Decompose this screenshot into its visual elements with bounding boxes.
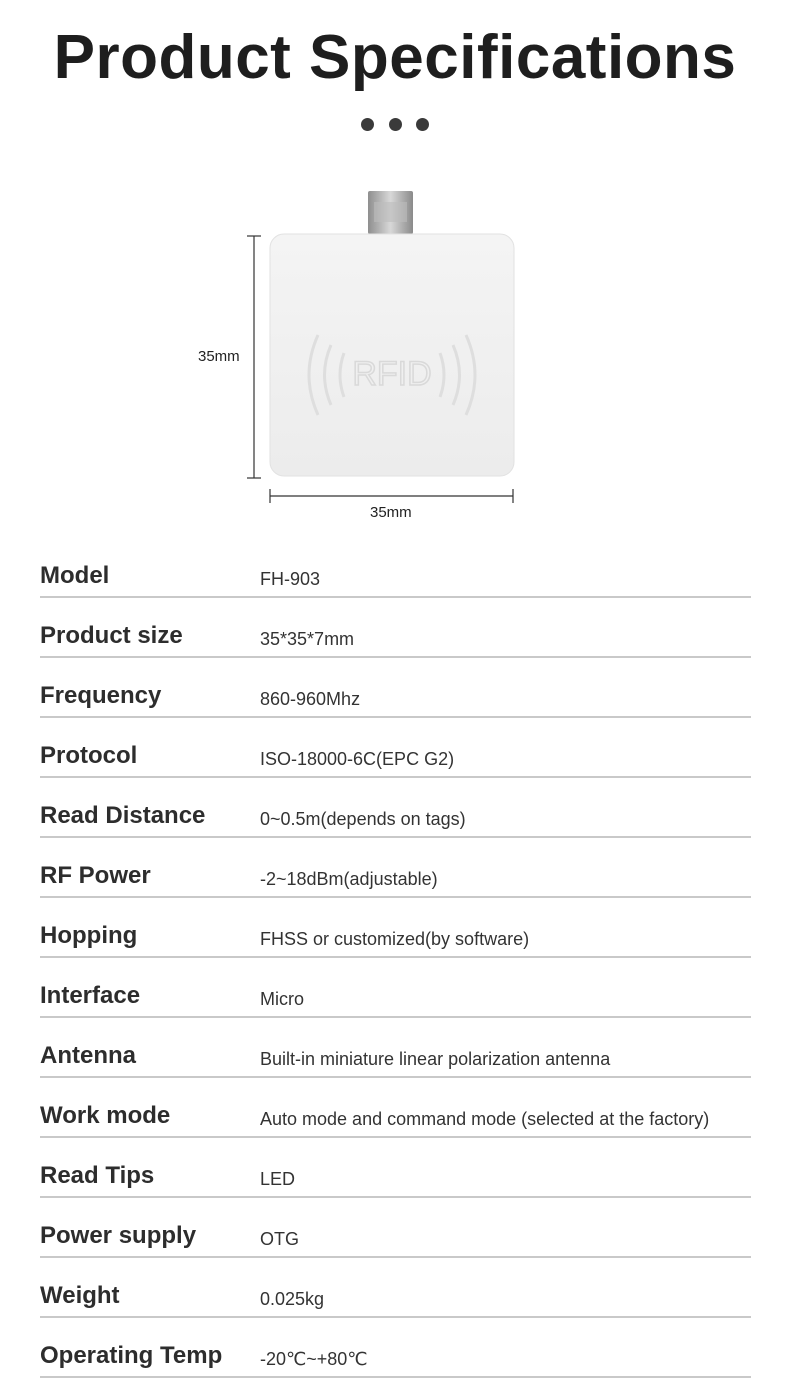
spec-row-rf-power [40, 838, 751, 898]
spec-row-antenna [40, 1018, 751, 1078]
height-dimension-label: 35mm [198, 348, 240, 365]
dot-icon [416, 118, 429, 131]
spec-value: -2~18dBm(adjustable) [260, 869, 438, 889]
spec-label: RF Power [40, 862, 151, 889]
rfid-reader-illustration [190, 180, 530, 530]
spec-label: Protocol [40, 742, 138, 769]
spec-label: Operating Temp [40, 1342, 223, 1369]
separator-dots [0, 118, 790, 136]
spec-value: 860-960Mhz [260, 689, 361, 709]
spec-value: LED [260, 1169, 296, 1189]
spec-value: Micro [260, 989, 304, 1009]
spec-row-protocol [40, 718, 751, 778]
page-title: Product Specifications [53, 23, 737, 92]
spec-value: OTG [260, 1229, 299, 1249]
spec-value: Auto mode and command mode (selected at the factory) [260, 1109, 710, 1129]
spec-label: Hopping [40, 922, 138, 949]
spec-row-power-supply [40, 1198, 751, 1258]
spec-label: Read Distance [40, 802, 206, 829]
spec-row-read-tips [40, 1138, 751, 1198]
specifications-table [40, 538, 751, 1378]
dot-icon [389, 118, 402, 131]
spec-label: Weight [40, 1282, 120, 1309]
spec-value: FHSS or customized(by software) [260, 929, 530, 949]
spec-label: Power supply [40, 1222, 197, 1249]
spec-row-model [40, 538, 751, 598]
spec-label: Antenna [40, 1042, 136, 1069]
spec-value: -20℃~+80℃ [260, 1349, 368, 1369]
spec-row-frequency [40, 658, 751, 718]
spec-label: Read Tips [40, 1162, 155, 1189]
spec-label: Product size [40, 622, 183, 649]
spec-value: ISO-18000-6C(EPC G2) [260, 749, 455, 769]
svg-text:RFID: RFID [352, 355, 432, 393]
spec-label: Interface [40, 982, 141, 1009]
spec-row-product-size [40, 598, 751, 658]
spec-row-hopping [40, 898, 751, 958]
spec-value: FH-903 [260, 569, 321, 589]
spec-row-weight [40, 1258, 751, 1318]
spec-value: 0~0.5m(depends on tags) [260, 809, 466, 829]
spec-label: Frequency [40, 682, 162, 709]
spec-label: Model [40, 562, 110, 589]
dot-icon [361, 118, 374, 131]
spec-row-work-mode [40, 1078, 751, 1138]
spec-row-interface [40, 958, 751, 1018]
spec-row-operating-temp [40, 1318, 751, 1378]
width-dimension-label: 35mm [370, 504, 412, 521]
spec-value: Built-in miniature linear polarization antenna [260, 1049, 611, 1069]
spec-row-read-distance [40, 778, 751, 838]
spec-value: 0.025kg [260, 1289, 325, 1309]
product-image [190, 180, 530, 530]
spec-label: Work mode [40, 1102, 171, 1129]
spec-value: 35*35*7mm [260, 629, 355, 649]
